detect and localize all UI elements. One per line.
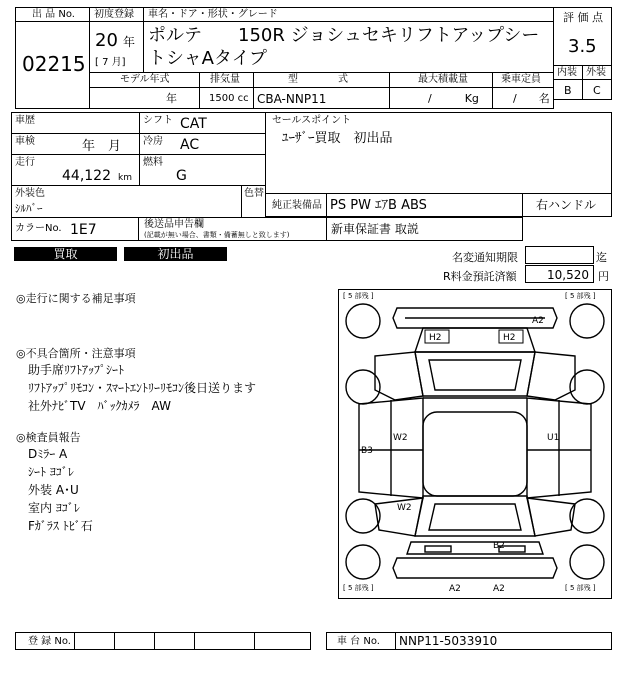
recycle-label: R料金預託済額 (443, 270, 517, 283)
car-name: ポルテ 150R ジョシュセキリフトアップシートシャAタイプ (148, 25, 540, 69)
lot-no: 02215 (22, 52, 86, 76)
capacity-label: 乗車定員 (501, 74, 541, 85)
steering-value: 右ハンドル (536, 198, 597, 212)
rating-value: 3.5 (568, 36, 597, 57)
mark-left-front-door: W2 (393, 433, 408, 443)
cooler-label: 冷房 (143, 136, 163, 147)
model-type-label-cell (253, 72, 390, 88)
displacement-label: 排気量 (210, 74, 240, 85)
aftermarket-cell (138, 217, 327, 241)
buyout-badge: 買取 (14, 247, 117, 261)
chassis-label: 車 台 No. (337, 636, 380, 647)
supplement-header: ◎走行に関する補足事項 (16, 292, 136, 305)
mileage-value: 44,122 (62, 168, 111, 184)
model-type: CBA-NNP11 (257, 92, 327, 106)
name-change-box (525, 246, 594, 264)
rating-label: 評 価 点 (563, 11, 603, 24)
defect-line: 社外ﾅﾋﾞTV ﾊﾞｯｸｶﾒﾗ AW (28, 399, 171, 413)
color-no-cell (11, 217, 139, 241)
fuel-cell (139, 154, 266, 186)
sales-point-label: セールスポイント (272, 115, 352, 126)
reg-year: 20 (95, 30, 118, 51)
first-reg-cell (89, 21, 144, 73)
max-load: / Kg (428, 92, 479, 105)
color-change-cell (241, 185, 266, 218)
model-type-label: 型 式 (288, 74, 348, 85)
tire-front-left-label: [ 5 部残 ] (343, 292, 374, 300)
max-load-cell (389, 87, 493, 109)
equipment-label-cell (265, 193, 327, 217)
aftermarket-note: (記載が無い場合、書類・備蓄無しと致します) (144, 231, 290, 239)
history-cell (11, 112, 140, 134)
mark-rear-hatch: B2 (493, 541, 505, 551)
displacement-label-cell (199, 72, 254, 88)
defects-header: ◎不具合箇所・注意事項 (16, 347, 136, 360)
reg-year-unit: 年 (123, 35, 136, 49)
title-label: 車名・ドア・形状・グレード (148, 9, 278, 20)
mileage-label: 走行 (15, 157, 35, 168)
defect-line: 助手席ﾘﾌﾄｱｯﾌﾟｼｰﾄ (28, 363, 125, 377)
rating-cell (553, 7, 612, 66)
recycle-unit: 円 (598, 270, 609, 283)
capacity: / 名 (513, 92, 550, 105)
reg-month: [ 7 月] (95, 57, 126, 68)
interior-label-cell (553, 65, 583, 80)
interior-grade-cell (553, 79, 583, 100)
aftermarket-label: 後送品申告欄 (144, 219, 204, 230)
car-diagram-frame (338, 289, 612, 599)
sales-point-value: ﾕｰｻﾞｰ買取 初出品 (282, 131, 393, 146)
exterior-grade: C (593, 84, 601, 97)
max-load-label-cell (389, 72, 493, 88)
chassis-cell (326, 632, 612, 650)
tire-front-right-label: [ 5 部残 ] (565, 292, 596, 300)
defect-line: ﾘﾌﾄｱｯﾌﾟﾘﾓｺﾝ・ｽﾏｰﾄｴﾝﾄﾘｰﾘﾓｺﾝ後日送ります (28, 381, 257, 395)
wheel-front-left (346, 304, 380, 338)
recycle-box (525, 265, 594, 283)
mark-left-side: B3 (361, 446, 373, 456)
color-change-label: 色替 (244, 188, 264, 199)
mark-hood-right: H2 (503, 333, 516, 343)
model-type-cell (253, 87, 390, 109)
warranty-cell (326, 217, 523, 241)
car-diagram (339, 290, 611, 598)
exterior-color-label: 外装色 (15, 188, 45, 199)
cooler-cell (139, 133, 266, 155)
reg-no-label: 登 録 No. (28, 636, 71, 647)
inspector-line: Fｶﾞﾗｽ ﾄﾋﾞ石 (28, 519, 93, 533)
inspector-header: ◎検査員報告 (16, 431, 81, 444)
tire-rear-left-label: [ 5 部残 ] (343, 584, 374, 592)
right-rear-fender (527, 498, 575, 536)
inspection-value: 年 月 (82, 139, 122, 154)
color-no-label: カラーNo. (15, 223, 62, 234)
wheel-rear-left (346, 545, 380, 579)
sales-point-cell (265, 112, 612, 194)
first-reg-label-cell (89, 7, 144, 22)
steering-cell (522, 193, 612, 217)
rear-bumper (393, 558, 557, 578)
equipment-value: PS PW ｴｱB ABS (330, 198, 427, 213)
inspector-line: 外装 A･U (28, 483, 79, 497)
wheel-front-right (570, 304, 604, 338)
interior-grade: B (564, 84, 572, 97)
model-year-unit: 年 (166, 92, 177, 105)
fuel-label: 燃料 (143, 157, 163, 168)
model-year-label-cell (89, 72, 200, 88)
shift-label: シフト (143, 115, 173, 126)
model-year-cell (89, 87, 200, 109)
inspection-cell (11, 133, 140, 155)
mark-hood-left: H2 (429, 333, 442, 343)
tire-rear-right-label: [ 5 部残 ] (565, 584, 596, 592)
mileage-unit: km (118, 173, 132, 183)
lot-no-cell (15, 21, 90, 109)
name-change-unit: 迄 (596, 251, 607, 264)
lot-no-label: 出 品 No. (32, 9, 75, 20)
car-name-cell (143, 21, 554, 73)
first-listing-badge: 初出品 (124, 247, 227, 261)
equipment-label: 純正装備品 (272, 200, 322, 211)
exterior-color-cell (11, 185, 242, 218)
first-reg-label: 初度登録 (94, 9, 134, 20)
left-front-fender (375, 352, 423, 400)
inspector-line: ｼｰﾄ ﾖｺﾞﾚ (28, 465, 74, 479)
exterior-color-value: ｼﾙﾊﾞｰ (15, 202, 43, 215)
name-change-label: 名変通知期限 (452, 251, 518, 264)
history-label: 車歴 (15, 115, 35, 126)
max-load-label: 最大積載量 (418, 74, 468, 85)
reg-no-cell (15, 632, 311, 650)
recycle-value: 10,520 (547, 268, 589, 282)
displacement-cell (199, 87, 254, 109)
lot-no-label-cell (15, 7, 90, 22)
mark-rear-bumper-left: A2 (449, 584, 461, 594)
mark-rear-bumper-right: A2 (493, 584, 505, 594)
chassis-no: NNP11-5033910 (399, 634, 498, 648)
right-front-fender (527, 352, 575, 400)
capacity-label-cell (492, 72, 554, 88)
equipment-cell (326, 193, 523, 217)
roof (423, 412, 527, 496)
mark-right-door: U1 (547, 433, 560, 443)
inspection-label: 車検 (15, 136, 35, 147)
model-year-label: モデル年式 (120, 74, 170, 85)
exterior-grade-cell (582, 79, 612, 100)
mark-left-rear-door: W2 (397, 503, 412, 513)
cooler-value: AC (180, 137, 200, 153)
shift-cell (139, 112, 266, 134)
fuel-value: G (176, 168, 187, 184)
exterior-label: 外装 (586, 67, 606, 78)
color-no-value: 1E7 (70, 222, 97, 238)
shift-value: CAT (180, 116, 207, 132)
warranty-value: 新車保証書 取説 (331, 222, 419, 236)
inspector-line: Dﾐﾗｰ A (28, 447, 68, 461)
title-label-cell (143, 7, 554, 22)
displacement: 1500 cc (209, 93, 249, 104)
mark-front-bumper: A2 (532, 316, 544, 326)
wheel-rear-right (570, 545, 604, 579)
mileage-cell (11, 154, 140, 186)
inspector-line: 室内 ﾖｺﾞﾚ (28, 501, 80, 515)
exterior-label-cell (582, 65, 612, 80)
capacity-cell (492, 87, 554, 109)
interior-label: 内装 (557, 67, 577, 78)
